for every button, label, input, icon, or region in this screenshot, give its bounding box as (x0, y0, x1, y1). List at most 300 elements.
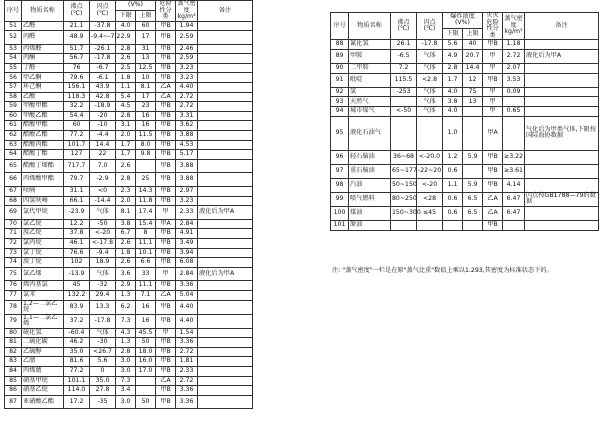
table-cell: 6.7 (116, 229, 136, 239)
table-cell: 甲B (483, 40, 503, 50)
left-table-body (5, 21, 253, 409)
table-cell: 1.8 (116, 248, 136, 258)
table-cell (198, 121, 253, 131)
table-cell: 3.6 (116, 267, 136, 281)
table-cell: 13.3 (90, 300, 116, 314)
table-cell: 73 (5, 248, 22, 258)
table-cell: -14.4 (90, 196, 116, 206)
table-cell: 36~68 (391, 150, 417, 164)
table-cell: 乙A (483, 206, 503, 220)
table-row (5, 248, 253, 258)
table-row (331, 73, 599, 87)
table-cell (198, 314, 253, 328)
table-cell: 6.2 (116, 300, 136, 314)
table-cell: 4.3 (116, 328, 136, 338)
table-cell: 83 (5, 357, 22, 367)
table-cell (198, 395, 253, 409)
table-cell: 甲A (483, 116, 503, 150)
table-cell (198, 328, 253, 338)
table-cell: 79.7 (64, 173, 90, 187)
table-cell: 液化后为甲A (525, 49, 599, 63)
table-cell: 汽油 (349, 178, 391, 192)
table-cell: 3.53 (503, 73, 525, 87)
table-cell: 城市煤气 (349, 107, 391, 117)
header-limits: (V%) (116, 1, 156, 11)
table-cell: 20.7 (463, 49, 483, 63)
table-cell: 22 (90, 150, 116, 160)
table-row (331, 164, 599, 178)
table-cell: -10 (90, 121, 116, 131)
table-cell: 61 (5, 121, 22, 131)
table-cell: 58 (5, 92, 22, 102)
table-cell: 69 (5, 206, 22, 220)
table-cell: -17.8 (417, 40, 443, 50)
table-cell: 甲B (156, 366, 176, 376)
table-cell (136, 386, 156, 396)
table-cell: 气体 (90, 267, 116, 281)
table-cell: 81 (5, 338, 22, 348)
table-cell (463, 116, 483, 150)
table-cell: 16 (136, 121, 156, 131)
table-cell: 亚硝酸乙酯 (22, 395, 64, 409)
table-cell: 0.6 (443, 164, 463, 178)
table-cell: 2.72 (176, 92, 198, 102)
table-cell: 54.4 (64, 111, 90, 121)
table-cell: 4.40 (176, 300, 198, 314)
table-cell: 5.4 (116, 92, 136, 102)
table-cell: 3.23 (176, 196, 198, 206)
table-cell: 50 (136, 395, 156, 409)
table-cell: 溴乙烷 (22, 229, 64, 239)
table-cell: 丙醛 (22, 31, 64, 45)
table-cell: 甲B (156, 314, 176, 328)
table-cell: 3.0 (116, 366, 136, 376)
table-cell: 5.17 (176, 150, 198, 160)
table-row (5, 328, 253, 338)
table-cell: 甲B (483, 220, 503, 230)
table-cell: 90 (331, 63, 349, 73)
table-row (5, 54, 253, 64)
table-cell: 46.1 (64, 238, 90, 248)
table-cell (417, 116, 443, 150)
table-cell: 17.2 (64, 395, 90, 409)
table-row (331, 63, 599, 73)
table-cell: 氯代甲烷 (22, 206, 64, 220)
table-cell: 37.2 (64, 314, 90, 328)
table-cell: 甲 (483, 63, 503, 73)
table-cell: 甲 (156, 267, 176, 281)
table-cell: <26.7 (90, 347, 116, 357)
table-cell: 3.36 (176, 281, 198, 291)
table-cell: 92 (331, 87, 349, 97)
table-cell (198, 102, 253, 112)
table-cell (525, 87, 599, 97)
table-cell: -9.4~-7.2 (90, 31, 116, 45)
table-cell: 1.3 (116, 338, 136, 348)
table-cell (525, 107, 599, 117)
table-row (5, 219, 253, 229)
table-cell: 18.0 (136, 347, 156, 357)
header-remark: 备注 (198, 1, 253, 22)
table-cell: 75 (5, 267, 22, 281)
table-row (5, 196, 253, 206)
table-cell: 101.7 (64, 140, 90, 150)
table-cell: 23 (136, 102, 156, 112)
table-cell: 甲B (156, 395, 176, 409)
table-cell (525, 40, 599, 50)
table-cell: 氯丙烷 (22, 238, 64, 248)
table-cell: 甲酸乙酯 (22, 111, 64, 121)
table-cell: 2.59 (176, 54, 198, 64)
table-row (5, 63, 253, 73)
table-cell: 甲A (156, 219, 176, 229)
table-cell: -35 (90, 395, 116, 409)
table-cell: 气体 (417, 63, 443, 73)
table-cell: 59 (5, 102, 22, 112)
table-cell: 91 (331, 73, 349, 87)
table-cell: 6.08 (176, 258, 198, 268)
table-cell: -32 (90, 281, 116, 291)
footnote: 注: "蒸气密度"一栏是在原"蒸气比重"数值上乘以1.293,其密度为标准状态下的。 (332, 267, 553, 274)
table-cell: 甲 (156, 328, 176, 338)
table-cell: 5.6 (443, 40, 463, 50)
table-cell: 6.47 (503, 206, 525, 220)
table-cell: 2.97 (176, 187, 198, 197)
table-row (5, 187, 253, 197)
table-cell: 10.1 (136, 248, 156, 258)
table-cell: 56 (5, 73, 22, 83)
table-cell: 48.9 (64, 31, 90, 45)
table-cell (417, 220, 443, 230)
table-cell: 甲B (156, 121, 176, 131)
table-row (5, 347, 253, 357)
table-row (331, 116, 599, 150)
table-cell: 轻石脑油 (349, 150, 391, 164)
table-row (5, 102, 253, 112)
table-cell: 52 (5, 31, 22, 45)
table-cell: 3.36 (176, 386, 198, 396)
table-cell: 78 (5, 300, 22, 314)
table-cell: 环己酮 (22, 83, 64, 93)
table-cell: 3.1 (116, 121, 136, 131)
table-cell: 2.8 (116, 44, 136, 54)
table-cell: 气化后为甲类气体,下限按国际海协数据 (525, 116, 599, 150)
table-cell: 76 (5, 281, 22, 291)
table-row (5, 267, 253, 281)
table-row (5, 281, 253, 291)
table-cell: 甲B (483, 150, 503, 164)
table-cell: 11.1 (136, 238, 156, 248)
table-cell (136, 376, 156, 386)
table-cell: 81.6 (64, 357, 90, 367)
table-cell: 乙醛 (22, 21, 64, 31)
table-cell: 2.5 (116, 63, 136, 73)
table-cell (198, 173, 253, 187)
table-cell: 1.54 (176, 328, 198, 338)
table-cell: <0 (90, 187, 116, 197)
table-cell: 气体 (417, 87, 443, 97)
table-cell: 1,2—二氯乙烷 (22, 300, 64, 314)
table-cell: 2.07 (503, 63, 525, 73)
table-cell: 29.4 (90, 290, 116, 300)
header-lower: 下限 (443, 28, 463, 39)
table-cell: 6.47 (503, 192, 525, 206)
right-table-body (331, 40, 599, 231)
header-fp: 闪点 (℃) (417, 13, 443, 40)
table-row (331, 49, 599, 63)
table-cell: 醋酸丙酯 (22, 140, 64, 150)
table-cell: 7.2 (391, 63, 417, 73)
table-cell (198, 150, 253, 160)
table-cell: 98 (331, 178, 349, 192)
table-cell: <-20.0 (417, 150, 443, 164)
table-row (5, 229, 253, 239)
table-cell: 甲B (156, 173, 176, 187)
table-cell (198, 111, 253, 121)
table-cell: 17.4 (136, 206, 156, 220)
table-cell: 3.88 (176, 159, 198, 173)
header-remark: 备注 (525, 13, 599, 40)
table-cell (198, 338, 253, 348)
table-cell: 2.6 (116, 258, 136, 268)
table-cell: 醋酸丁烯酯 (22, 159, 64, 173)
table-cell: 45.5 (136, 328, 156, 338)
table-cell (198, 196, 253, 206)
table-cell: 11.5 (136, 131, 156, 141)
header-bp: 沸点 (℃) (64, 1, 90, 22)
table-cell: 4.0 (116, 21, 136, 31)
table-cell: 25 (136, 173, 156, 187)
table-cell (198, 63, 253, 73)
table-cell: 60 (5, 111, 22, 121)
table-cell: 4.40 (176, 83, 198, 93)
table-row (5, 238, 253, 248)
table-cell: 3.0 (116, 357, 136, 367)
table-row (331, 192, 599, 206)
table-cell: 51.7 (64, 44, 90, 54)
table-cell (503, 97, 525, 107)
table-cell: 16 (136, 111, 156, 121)
table-cell: 27.8 (90, 386, 116, 396)
table-cell: 13 (463, 97, 483, 107)
table-cell: 64 (5, 150, 22, 160)
table-cell (525, 150, 599, 164)
table-cell: 95 (331, 116, 349, 150)
table-cell: 3.36 (176, 338, 198, 348)
table-cell: ≥3.22 (503, 150, 525, 164)
table-cell: 甲 (483, 87, 503, 97)
table-cell: -17.8 (90, 54, 116, 64)
table-cell: 2.8 (443, 63, 463, 73)
table-cell: 94 (331, 107, 349, 117)
table-cell: 66.1 (64, 196, 90, 206)
table-cell: 5.9 (463, 178, 483, 192)
table-cell: 甲B (156, 131, 176, 141)
table-row (5, 290, 253, 300)
table-cell: 液化后为甲A (198, 206, 253, 220)
table-cell: 77 (5, 290, 22, 300)
table-cell: 丙酮 (22, 54, 64, 64)
table-cell: 8 (136, 229, 156, 239)
table-cell: 3.8 (443, 97, 463, 107)
header-lower: 下限 (116, 11, 136, 21)
table-cell: 甲B (156, 187, 176, 197)
table-cell: 氰化氢 (349, 40, 391, 50)
table-cell: 甲B (156, 159, 176, 173)
table-cell: -22~20 (417, 164, 443, 178)
table-cell: <-20 (90, 229, 116, 239)
table-cell: 喷气燃料 (349, 192, 391, 206)
table-cell: 86 (5, 386, 22, 396)
table-cell: 14.4 (90, 140, 116, 150)
table-row (5, 300, 253, 314)
table-row (5, 121, 253, 131)
table-cell: 4.0 (443, 107, 463, 117)
table-cell: ≤45 (417, 206, 443, 220)
table-cell: 54 (5, 54, 22, 64)
table-cell: 70 (5, 219, 22, 229)
table-cell: 101 (331, 220, 349, 230)
table-cell: 33 (136, 267, 156, 281)
table-cell: 醋酸乙酯 (22, 131, 64, 141)
table-cell (198, 83, 253, 93)
table-cell: 3.49 (176, 238, 198, 248)
table-cell: 4.9 (443, 49, 463, 63)
table-row (331, 97, 599, 107)
table-cell: 102 (64, 258, 90, 268)
table-cell: 液化石油气 (349, 116, 391, 150)
table-cell: 3.31 (176, 111, 198, 121)
table-cell: <-50 (391, 107, 417, 117)
table-cell: 10 (136, 73, 156, 83)
table-cell (463, 220, 483, 230)
table-cell: 0 (90, 366, 116, 376)
table-cell: 4.5 (116, 102, 136, 112)
header-hazard: 危险性分类 (156, 1, 176, 22)
table-cell: 4.53 (176, 140, 198, 150)
table-cell: 二甲胺 (349, 63, 391, 73)
table-cell: 乙A (156, 83, 176, 93)
table-cell: 醋酸甲酯 (22, 121, 64, 131)
table-cell: 99 (331, 192, 349, 206)
table-cell: 甲B (156, 281, 176, 291)
table-cell: 6.5 (463, 206, 483, 220)
table-cell: 2.33 (176, 206, 198, 220)
table-cell: 18.9 (90, 258, 116, 268)
table-cell: 3.62 (176, 121, 198, 131)
table-cell: 2.8 (116, 347, 136, 357)
table-cell (198, 31, 253, 45)
table-cell: 1.8 (116, 73, 136, 83)
table-cell: 3.36 (176, 395, 198, 409)
table-cell: 4.0 (443, 87, 463, 97)
table-cell (463, 107, 483, 117)
table-cell: 甲B (483, 73, 503, 87)
table-cell: 2.3 (116, 187, 136, 197)
table-cell (198, 258, 253, 268)
table-cell: 63 (5, 140, 22, 150)
table-row (5, 131, 253, 141)
table-cell: -18.9 (90, 102, 116, 112)
table-cell: 2.0 (116, 131, 136, 141)
table-cell: 2.8 (116, 111, 136, 121)
table-cell: 呋喃 (22, 187, 64, 197)
table-cell: 甲B (156, 248, 176, 258)
header-fp: 闪点 (℃) (90, 1, 116, 22)
table-row (5, 366, 253, 376)
table-cell: -17.8 (90, 314, 116, 328)
table-cell: 3.0 (116, 395, 136, 409)
table-cell: 14.3 (136, 187, 156, 197)
table-cell: 77.2 (64, 131, 90, 141)
table-cell: -13.9 (64, 267, 90, 281)
table-cell: 16.0 (136, 357, 156, 367)
table-cell: 1.3 (116, 290, 136, 300)
table-row (331, 40, 599, 50)
table-cell: 12.2 (64, 219, 90, 229)
table-cell (198, 229, 253, 239)
table-cell (525, 206, 599, 220)
table-cell: 15.4 (136, 219, 156, 229)
table-cell: <28 (417, 192, 443, 206)
table-row (331, 107, 599, 117)
table-cell: 乙A (483, 192, 503, 206)
table-cell: 3.94 (176, 248, 198, 258)
table-cell: 2.84 (176, 219, 198, 229)
table-cell (198, 187, 253, 197)
table-cell: 71 (5, 229, 22, 239)
table-cell: 丁醛 (22, 63, 64, 73)
table-cell: 80~250 (391, 192, 417, 206)
table-cell: 醋酸丁酯 (22, 150, 64, 160)
table-cell (503, 220, 525, 230)
table-cell (198, 290, 253, 300)
table-row (5, 150, 253, 160)
table-cell: 甲酸甲酯 (22, 102, 64, 112)
table-cell: 68 (5, 196, 22, 206)
table-cell: 甲B (156, 300, 176, 314)
table-row (5, 206, 253, 220)
table-cell: 150~300 (391, 206, 417, 220)
table-cell: 3.88 (176, 173, 198, 187)
table-cell: 60 (136, 21, 156, 31)
table-cell: -9.4 (90, 248, 116, 258)
table-cell: 1.18 (503, 40, 525, 50)
table-cell: 3.23 (176, 63, 198, 73)
table-cell: 3.23 (176, 73, 198, 83)
table-cell: 丙烯醛 (22, 44, 64, 54)
table-cell: 甲B (156, 140, 176, 150)
table-row (5, 92, 253, 102)
table-cell: 127 (64, 150, 90, 160)
table-cell: 乙A (156, 92, 176, 102)
table-cell: 45 (64, 281, 90, 291)
table-cell: 65 (5, 159, 22, 173)
table-cell (198, 238, 253, 248)
table-cell: -6.1 (90, 73, 116, 83)
table-cell: 12.5 (136, 63, 156, 73)
table-cell: 8.1 (136, 83, 156, 93)
table-cell: 1.94 (176, 21, 198, 31)
table-cell: 31.1 (64, 187, 90, 197)
table-cell: 50~150 (391, 178, 417, 192)
table-cell: 甲B (156, 386, 176, 396)
header-no: 序号 (5, 1, 22, 22)
table-cell: 氯苯 (22, 290, 64, 300)
table-cell (525, 164, 599, 178)
table-cell (525, 220, 599, 230)
table-row (5, 73, 253, 83)
